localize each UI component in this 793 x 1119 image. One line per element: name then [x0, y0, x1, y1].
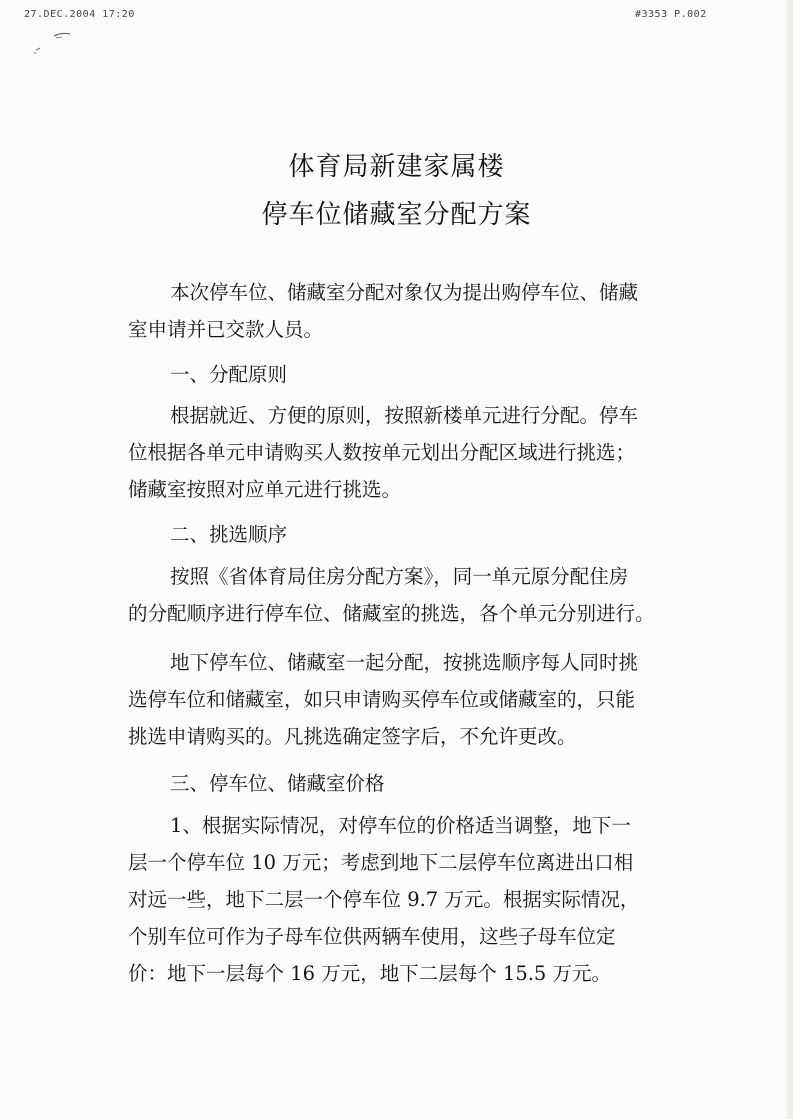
section-heading: 二、挑选顺序 [170, 523, 288, 546]
text-line: 挑选申请购买的。凡挑选确定签字后，不允许更改。 [128, 725, 577, 748]
text-line: 1、根据实际情况，对停车位的价格适当调整，地下一 [170, 814, 631, 837]
scan-edge-shadow [787, 0, 793, 1119]
section-2-paragraph-1 [128, 558, 688, 632]
text-line: 选停车位和储藏室，如只申请购买停车位或储藏室的，只能 [128, 688, 636, 711]
text-line: 价：地下一层每个 16 万元，地下二层每个 15.5 万元。 [128, 962, 612, 985]
text-line: 本次停车位、储藏室分配对象仅为提出购停车位、储藏 [170, 281, 639, 304]
section-2-paragraph-2 [128, 644, 688, 755]
intro-paragraph [128, 274, 688, 348]
text-line: 的分配顺序进行停车位、储藏室的挑选，各个单元分别进行。 [128, 602, 655, 625]
text-line: 室申请并已交款人员。 [128, 318, 324, 341]
section-heading: 一、分配原则 [170, 363, 288, 386]
document-title-line-1: 体育局新建家属楼 [288, 152, 505, 182]
document-title-line-2: 停车位储藏室分配方案 [261, 200, 532, 230]
text-line: 按照《省体育局住房分配方案》，同一单元原分配住房 [170, 565, 629, 588]
text-line: 位根据各单元申请购买人数按单元划出分配区域进行挑选； [128, 441, 636, 464]
section-heading: 三、停车位、储藏室价格 [170, 772, 385, 795]
text-line: 储藏室按照对应单元进行挑选。 [128, 478, 402, 501]
scan-artifact-marks [32, 28, 72, 58]
section-1-paragraph [128, 397, 688, 508]
text-line: 对远一些，地下二层一个停车位 9.7 万元。根据实际情况， [128, 888, 640, 911]
section-3-paragraph-1 [128, 807, 688, 992]
section-3-heading [128, 765, 688, 802]
text-line: 根据就近、方便的原则，按照新楼单元进行分配。停车 [170, 404, 639, 427]
text-line: 层一个停车位 10 万元；考虑到地下二层停车位离进出口相 [128, 851, 634, 874]
text-line: 地下停车位、储藏室一起分配，按挑选顺序每人同时挑 [170, 651, 639, 674]
section-1-heading [128, 356, 688, 393]
fax-header-page-number: #3353 P.002 [635, 9, 707, 20]
fax-header-timestamp: 27.DEC.2004 17:20 [24, 9, 135, 20]
text-line: 个别车位可作为子母车位供两辆车使用，这些子母车位定 [128, 925, 616, 948]
section-2-heading [128, 516, 688, 553]
